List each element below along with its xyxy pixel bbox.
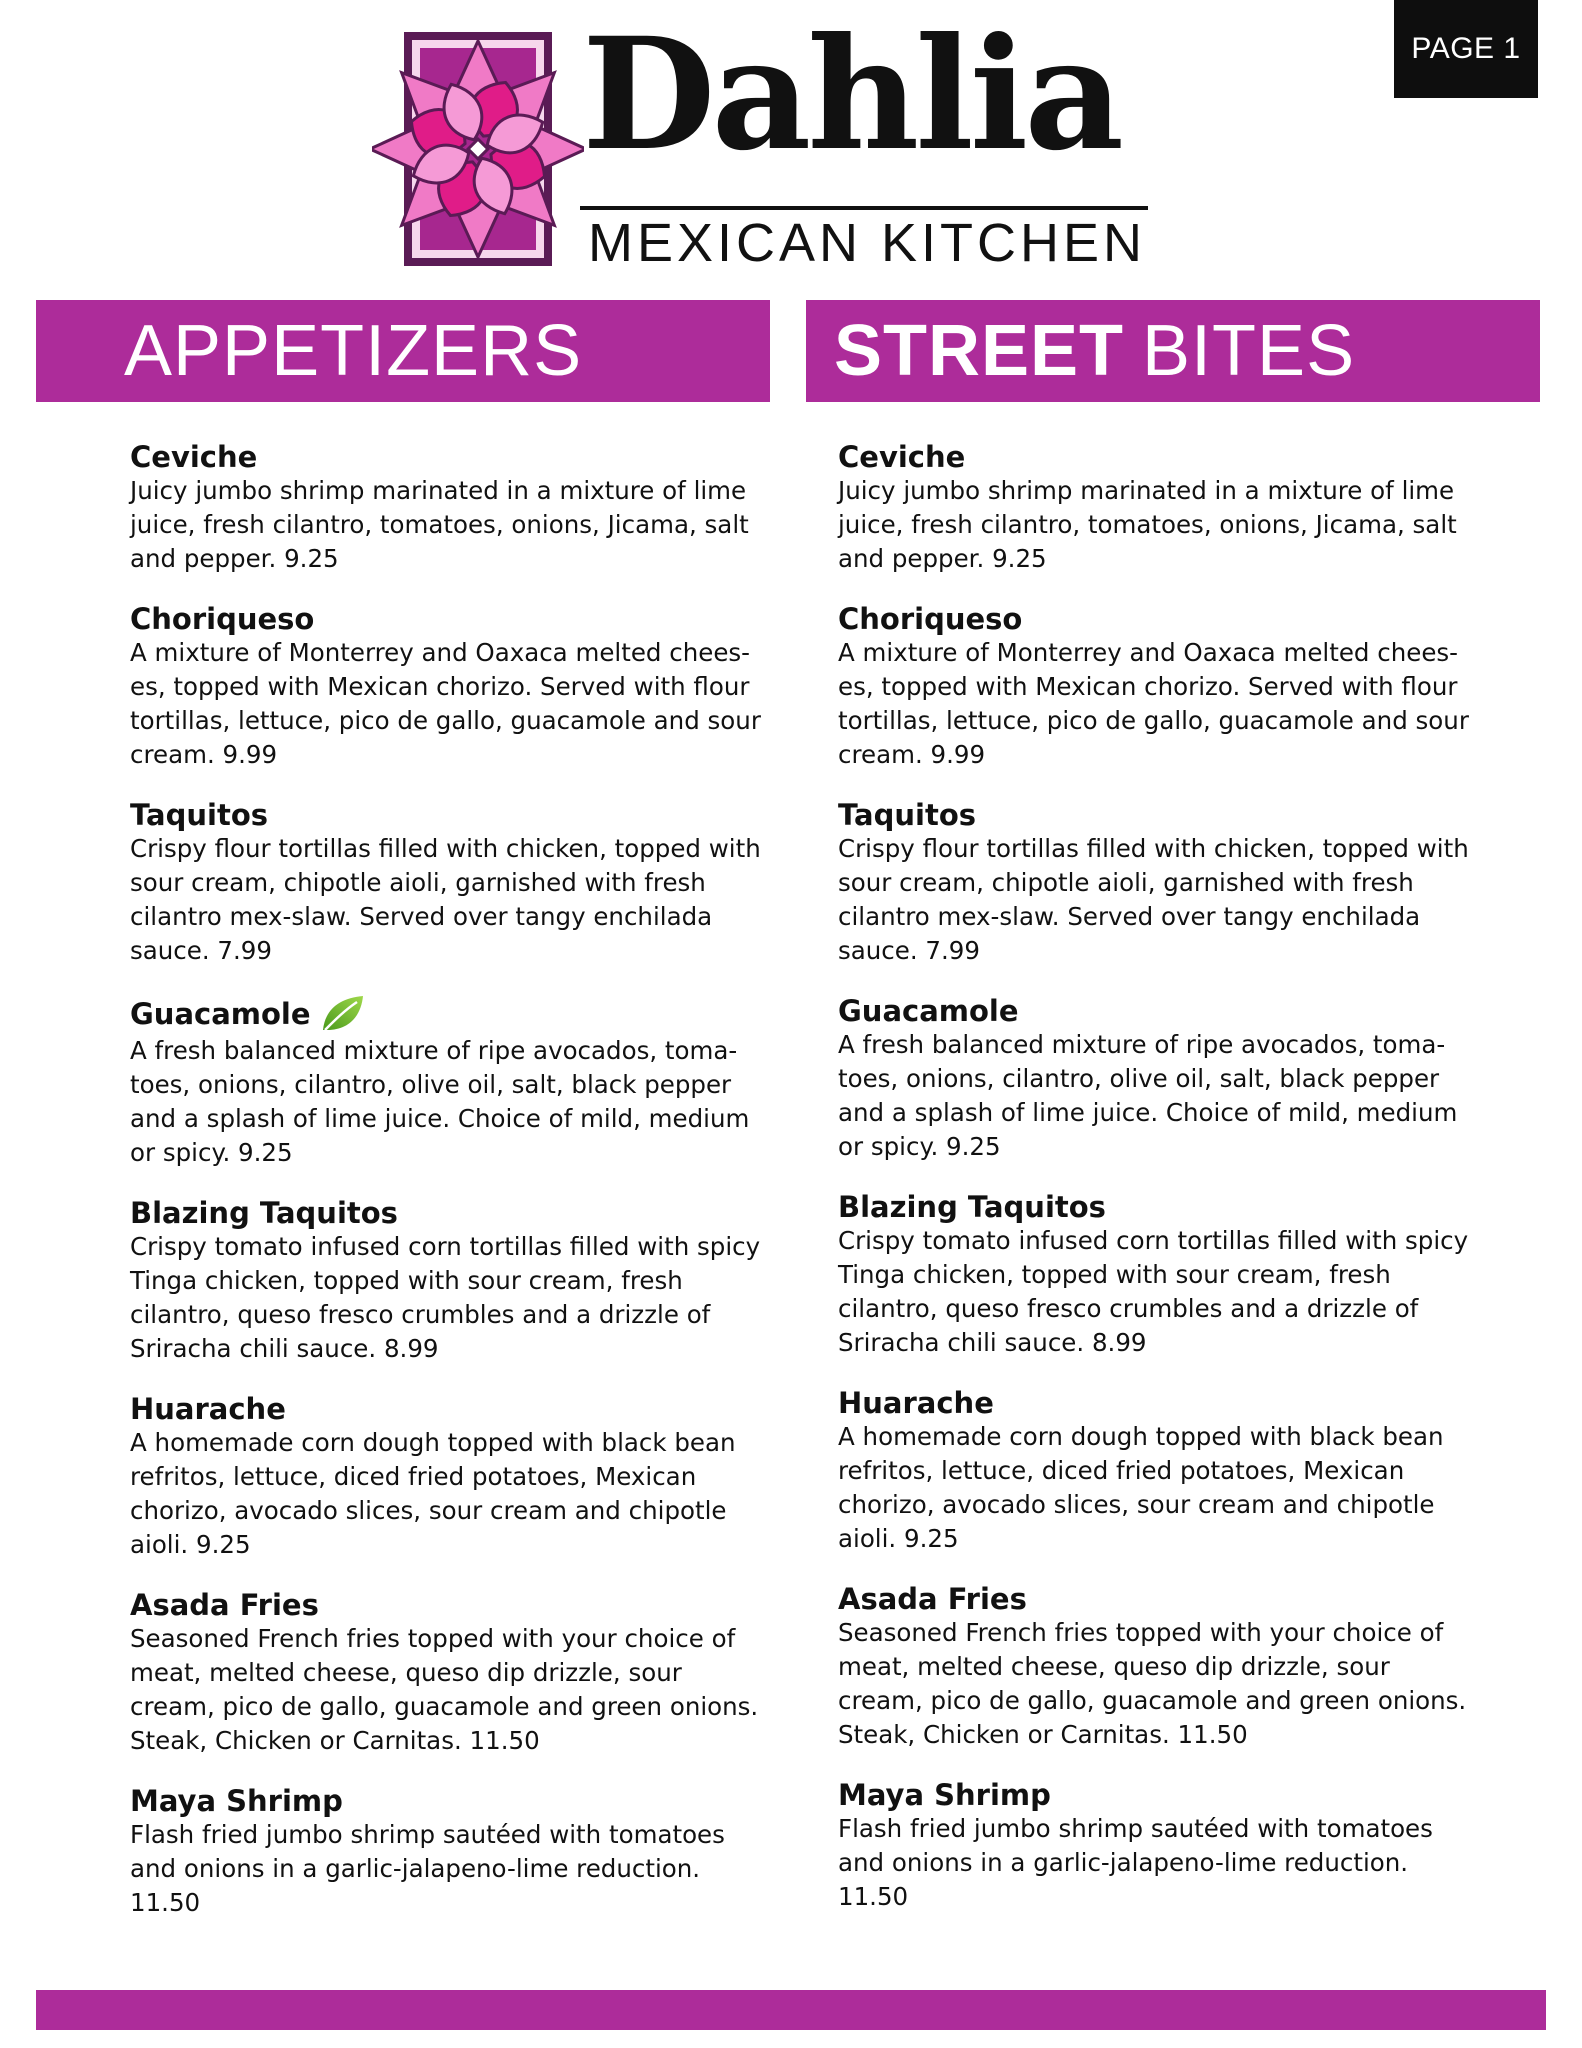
menu-item-name: Huarache (838, 1386, 994, 1420)
leaf-icon (319, 994, 365, 1034)
menu-item-description: Crispy tomato infused corn tortillas filled with spicy Tinga chicken, topped with sour cream, fresh cilantro, queso fresco crumbles and a drizzle of Sriracha chili sauce. 8.99 (838, 1226, 1469, 1357)
menu-item-description: A fresh balanced mixture of ripe avocados, toma-toes, onions, cilantro, olive oil, salt, black pepper and a splash of lime juice. Choice of mild, medium or spicy. 9.25 (130, 1036, 750, 1167)
menu-item-name: Huarache (130, 1392, 286, 1426)
menu-item-name: Guacamole (838, 994, 1019, 1028)
menu-item (838, 1190, 1478, 1360)
menu-item (130, 440, 770, 576)
menu-item (838, 798, 1478, 968)
menu-item-description: Crispy flour tortillas filled with chicken, topped with sour cream, chipotle aioli, garnished with fresh cilantro mex-slaw. Served over tangy enchilada sauce. 7.99 (838, 834, 1469, 965)
menu-item-name: Taquitos (838, 798, 977, 832)
menu-item-name: Choriqueso (838, 602, 1023, 636)
menu-item (838, 994, 1478, 1164)
menu-item-name: Asada Fries (838, 1582, 1027, 1616)
menu-item-description: Seasoned French fries topped with your choice of meat, melted cheese, queso dip drizzle, sour cream, pico de gallo, guacamole and green onions. Steak, Chicken or Carnitas. 11.50 (838, 1618, 1467, 1749)
appetizers-title: APPETIZERS (124, 311, 583, 391)
menu-item-name: Maya Shrimp (130, 1784, 343, 1818)
menu-item (130, 1784, 770, 1920)
menu-item-name: Guacamole (130, 994, 770, 1034)
street-bites-header (806, 300, 1540, 402)
brand-name: Dahlia (582, 4, 1121, 185)
menu-item-name: Ceviche (838, 440, 966, 474)
menu-item (130, 1588, 770, 1758)
menu-item (838, 440, 1478, 576)
menu-item (130, 1392, 770, 1562)
menu-item-description: Flash fried jumbo shrimp sautéed with tomatoes and onions in a garlic-jalapeno-lime reduction. 11.50 (130, 1820, 725, 1917)
menu-item (838, 1386, 1478, 1556)
brand-tagline: MEXICAN KITCHEN (588, 213, 1147, 273)
street-bites-title-strong: STREET (834, 311, 1125, 391)
menu-item-name: Asada Fries (130, 1588, 319, 1622)
menu-item-name: Taquitos (130, 798, 269, 832)
brand-logo (372, 4, 1152, 292)
menu-item (130, 602, 770, 772)
menu-item-name: Maya Shrimp (838, 1778, 1051, 1812)
menu-item-description: Seasoned French fries topped with your choice of meat, melted cheese, queso dip drizzle, sour cream, pico de gallo, guacamole and green onions. Steak, Chicken or Carnitas. 11.50 (130, 1624, 759, 1755)
brand-divider (580, 206, 1148, 210)
footer-bar (36, 1990, 1546, 2030)
menu-item-name: Blazing Taquitos (838, 1190, 1106, 1224)
menu-item-description: Crispy flour tortillas filled with chicken, topped with sour cream, chipotle aioli, garnished with fresh cilantro mex-slaw. Served over tangy enchilada sauce. 7.99 (130, 834, 761, 965)
menu-item-name: Choriqueso (130, 602, 315, 636)
menu-item-name: Blazing Taquitos (130, 1196, 398, 1230)
menu-item-description: A mixture of Monterrey and Oaxaca melted chees-es, topped with Mexican chorizo. Served with flour tortillas, lettuce, pico de gallo, guacamole and sour cream. 9.99 (838, 638, 1469, 769)
menu-item-description: Juicy jumbo shrimp marinated in a mixture of lime juice, fresh cilantro, tomatoes, onions, Jicama, salt and pepper. 9.25 (838, 476, 1457, 573)
menu-item-description: Crispy tomato infused corn tortillas filled with spicy Tinga chicken, topped with sour cream, fresh cilantro, queso fresco crumbles and a drizzle of Sriracha chili sauce. 8.99 (130, 1232, 761, 1363)
appetizers-header (36, 300, 770, 402)
menu-item-description: Flash fried jumbo shrimp sautéed with tomatoes and onions in a garlic-jalapeno-lime reduction. 11.50 (838, 1814, 1433, 1911)
menu-item (130, 1196, 770, 1366)
menu-item-name: Ceviche (130, 440, 258, 474)
menu-item-description: Juicy jumbo shrimp marinated in a mixture of lime juice, fresh cilantro, tomatoes, onions, Jicama, salt and pepper. 9.25 (130, 476, 749, 573)
menu-item-description: A mixture of Monterrey and Oaxaca melted chees-es, topped with Mexican chorizo. Served with flour tortillas, lettuce, pico de gallo, guacamole and sour cream. 9.99 (130, 638, 761, 769)
dahlia-flower-icon (372, 26, 584, 272)
menu-item-description: A homemade corn dough topped with black bean refritos, lettuce, diced fried potatoes, Mexican chorizo, avocado slices, sour cream and chipotle aioli. 9.25 (130, 1428, 736, 1559)
street-bites-title-light: BITES (1142, 311, 1356, 391)
page-badge: PAGE 1 (1394, 0, 1538, 98)
menu-item-description: A fresh balanced mixture of ripe avocados, toma-toes, onions, cilantro, olive oil, salt, black pepper and a splash of lime juice. Choice of mild, medium or spicy. 9.25 (838, 1030, 1458, 1161)
menu-item-description: A homemade corn dough topped with black bean refritos, lettuce, diced fried potatoes, Mexican chorizo, avocado slices, sour cream and chipotle aioli. 9.25 (838, 1422, 1444, 1553)
appetizers-list (130, 440, 770, 1946)
menu-item (130, 798, 770, 968)
menu-item (838, 1582, 1478, 1752)
menu-item (130, 994, 770, 1170)
menu-item (838, 602, 1478, 772)
menu-item (838, 1778, 1478, 1914)
street-bites-list (838, 440, 1478, 1940)
